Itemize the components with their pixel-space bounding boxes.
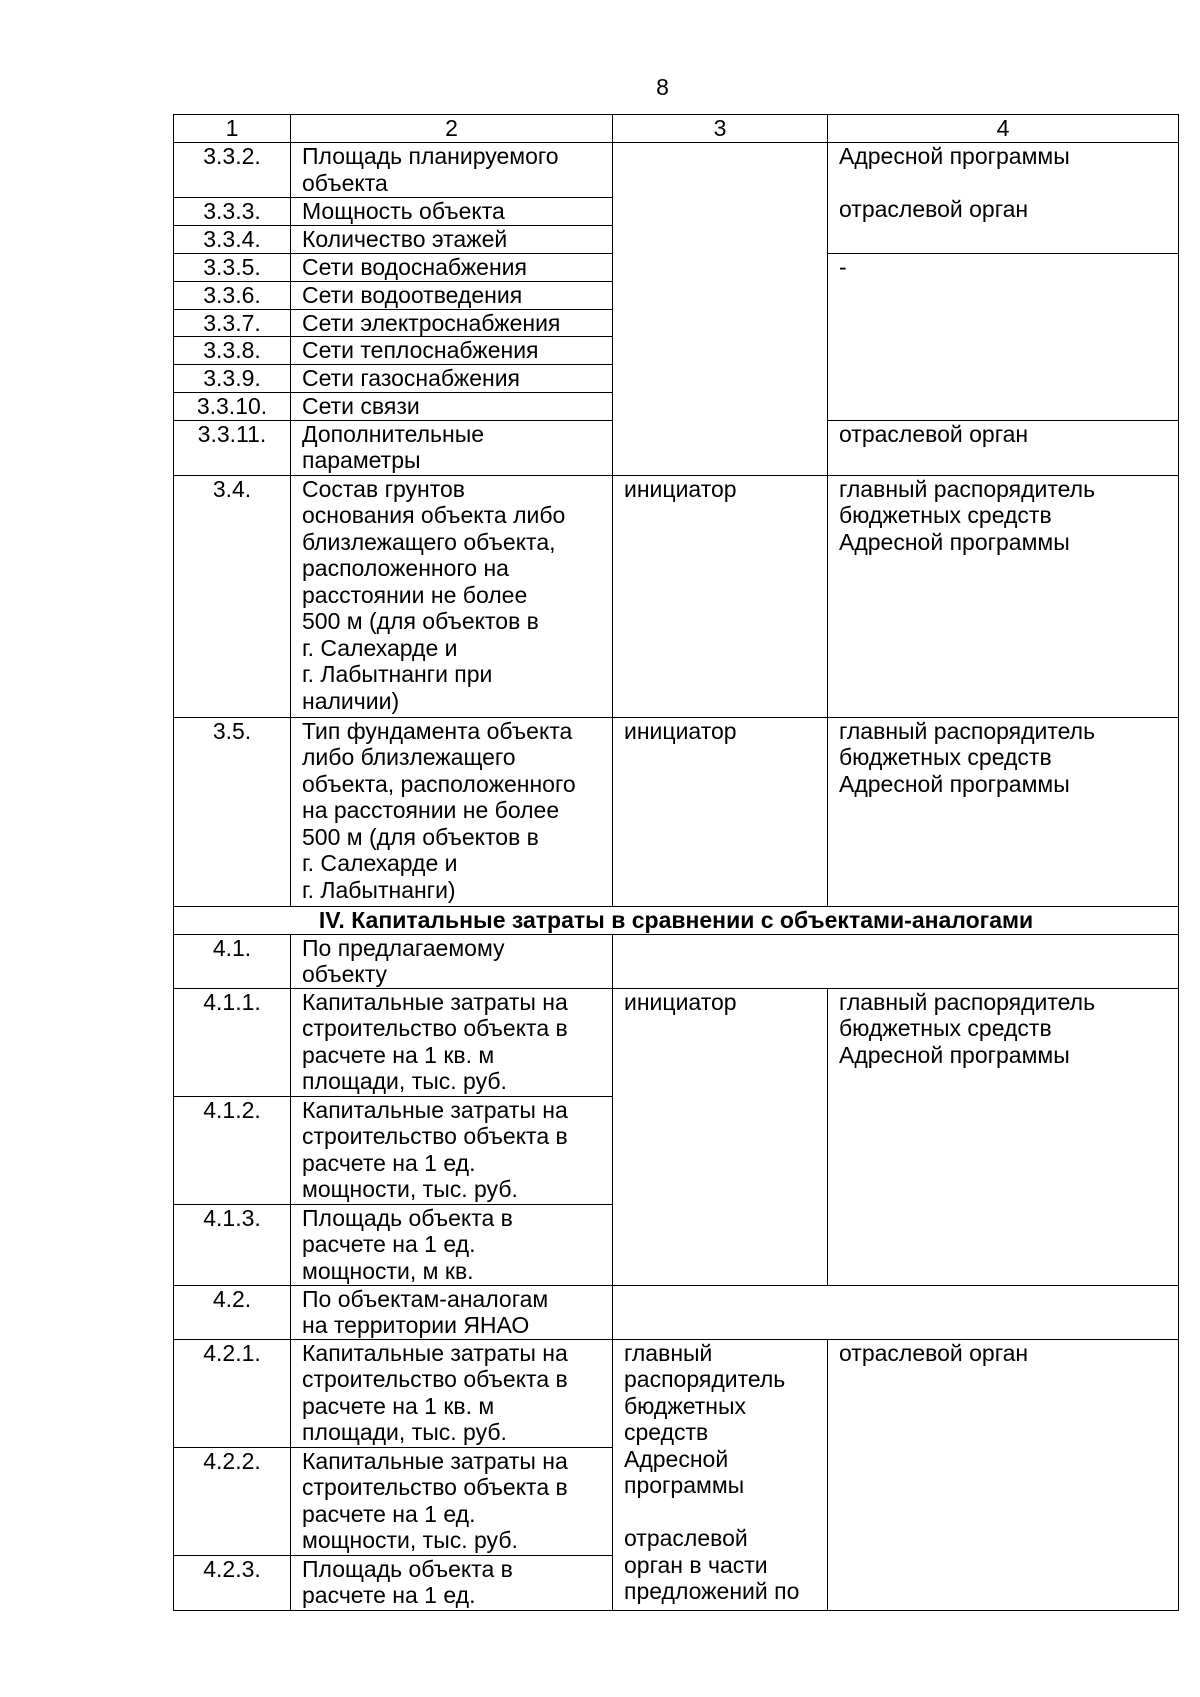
section-heading-row: [174, 906, 1179, 934]
row-number: 4.1.3.: [174, 1204, 291, 1285]
row-number: 3.3.11.: [174, 420, 291, 475]
column-4-cell: отраслевой орган: [828, 420, 1179, 475]
row-number: 3.3.8.: [174, 337, 291, 365]
column-header-3: 3: [613, 115, 828, 143]
column-3-cell: инициатор: [613, 475, 828, 717]
column-4-cell: главный распорядитель бюджетных средств Адресной программы: [828, 475, 1179, 717]
table-row: [174, 1339, 1179, 1447]
row-name: Капитальные затраты на строительство объекта в расчете на 1 кв. м площади, тыс. руб.: [291, 1339, 613, 1447]
row-name: Капитальные затраты на строительство объекта в расчете на 1 ед. мощности, тыс. руб.: [291, 1447, 613, 1555]
row-name: Тип фундамента объекта либо близлежащего объекта, расположенного на расстоянии не более 500 м (для объектов в г. Салехарде и г. Лабытнанги): [291, 717, 613, 906]
merged-empty-cell: [613, 1285, 1179, 1339]
row-number: 3.3.10.: [174, 392, 291, 420]
column-3-cell: главный распорядитель бюджетных средств Адресной программы отраслевой орган в части предложений по: [613, 1339, 828, 1610]
row-name: По объектам-аналогам на территории ЯНАО: [291, 1285, 613, 1339]
row-name: Сети электроснабжения: [291, 309, 613, 337]
row-number: 3.3.5.: [174, 253, 291, 281]
row-number: 4.2.: [174, 1285, 291, 1339]
table-row: [174, 988, 1179, 1096]
row-name: Площадь планируемого объекта: [291, 143, 613, 198]
row-name: Дополнительные параметры: [291, 420, 613, 475]
row-number: 3.5.: [174, 717, 291, 906]
row-number: 3.3.3.: [174, 198, 291, 226]
table-header-row: [174, 115, 1179, 143]
row-name: По предлагаемому объекту: [291, 934, 613, 988]
column-4-cell: Адресной программы отраслевой орган: [828, 143, 1179, 254]
column-4-cell: отраслевой орган: [828, 1339, 1179, 1610]
row-number: 3.4.: [174, 475, 291, 717]
row-number: 4.2.1.: [174, 1339, 291, 1447]
row-number: 4.1.1.: [174, 988, 291, 1096]
row-name: Состав грунтов основания объекта либо близлежащего объекта, расположенного на расстоянии не более 500 м (для объектов в г. Салехарде и г. Лабытнанги при наличии): [291, 475, 613, 717]
column-3-cell: инициатор: [613, 988, 828, 1285]
row-number: 3.3.4.: [174, 225, 291, 253]
row-name: Сети водоотведения: [291, 281, 613, 309]
column-4-cell: главный распорядитель бюджетных средств Адресной программы: [828, 988, 1179, 1285]
row-name: Капитальные затраты на строительство объекта в расчете на 1 ед. мощности, тыс. руб.: [291, 1096, 613, 1204]
row-name: Количество этажей: [291, 225, 613, 253]
table-row: [174, 1285, 1179, 1339]
row-number: 3.3.9.: [174, 365, 291, 393]
row-number: 4.1.2.: [174, 1096, 291, 1204]
row-number: 4.2.3.: [174, 1555, 291, 1610]
table-row: [174, 717, 1179, 906]
table-row: [174, 475, 1179, 717]
row-name: Сети связи: [291, 392, 613, 420]
column-3-cell: инициатор: [613, 717, 828, 906]
row-number: 3.3.2.: [174, 143, 291, 198]
row-number: 3.3.7.: [174, 309, 291, 337]
row-number: 4.1.: [174, 934, 291, 988]
column-header-2: 2: [291, 115, 613, 143]
column-header-1: 1: [174, 115, 291, 143]
column-header-4: 4: [828, 115, 1179, 143]
data-table: [173, 114, 1179, 1611]
row-name: Сети теплоснабжения: [291, 337, 613, 365]
row-number: 4.2.2.: [174, 1447, 291, 1555]
row-name: Мощность объекта: [291, 198, 613, 226]
row-name: Сети газоснабжения: [291, 365, 613, 393]
column-4-cell: главный распорядитель бюджетных средств Адресной программы: [828, 717, 1179, 906]
page-number: 8: [656, 74, 669, 100]
row-name: Площадь объекта в расчете на 1 ед.: [291, 1555, 613, 1610]
row-name: Сети водоснабжения: [291, 253, 613, 281]
merged-empty-cell: [613, 934, 1179, 988]
row-number: 3.3.6.: [174, 281, 291, 309]
section-heading: IV. Капитальные затраты в сравнении с объектами-аналогами: [174, 906, 1179, 934]
row-name: Капитальные затраты на строительство объекта в расчете на 1 кв. м площади, тыс. руб.: [291, 988, 613, 1096]
row-name: Площадь объекта в расчете на 1 ед. мощности, м кв.: [291, 1204, 613, 1285]
column-4-cell: -: [828, 253, 1179, 420]
table-row: [174, 934, 1179, 988]
column-3-cell: [613, 143, 828, 476]
table-row: [174, 143, 1179, 198]
